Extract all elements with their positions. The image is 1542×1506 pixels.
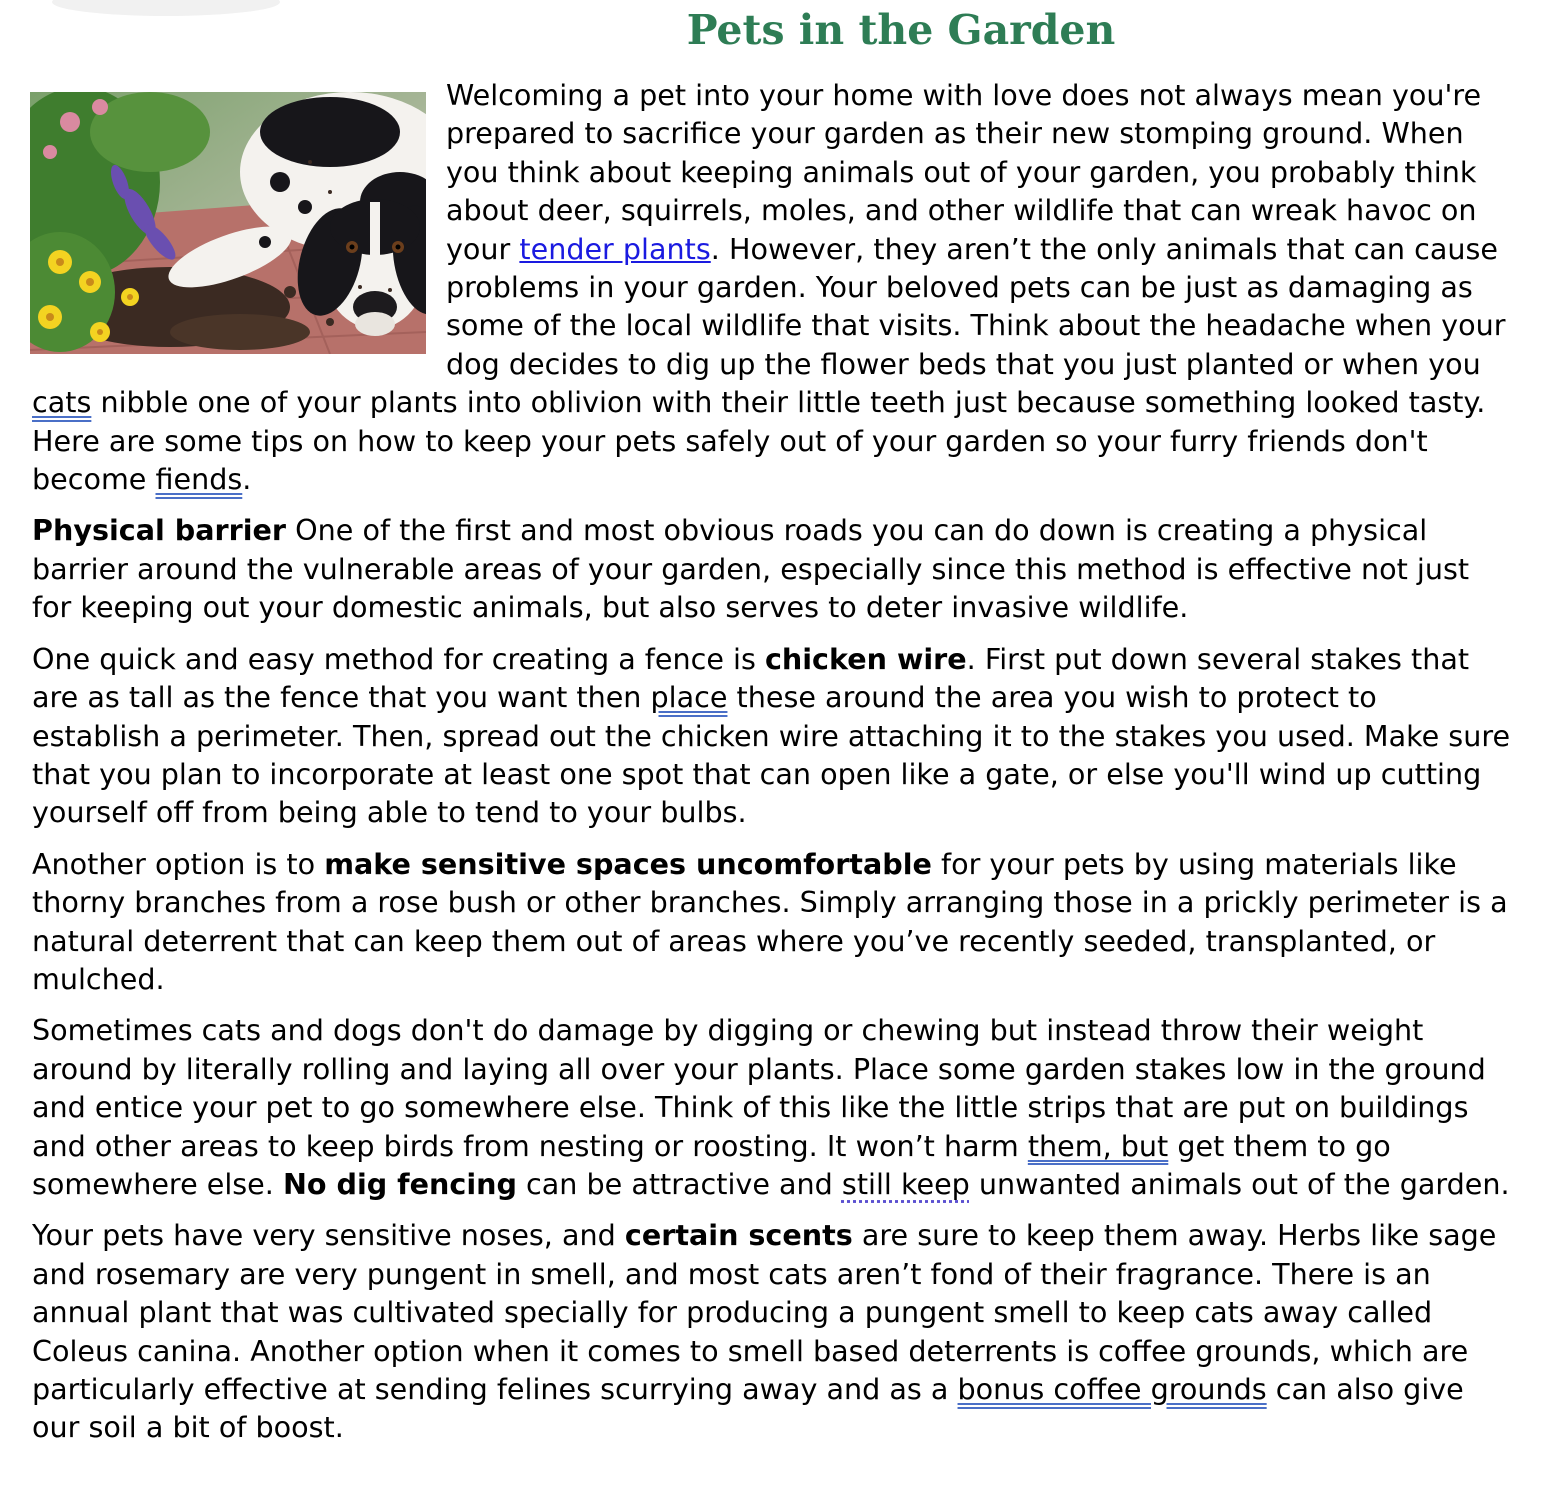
stakes-text-1: Sometimes cats and dogs don't do damage by digging or chewing but instead throw their weight around by literally rolling and laying all over your plants. Place some garden stakes low in the ground and entice your pet to go somewhere else. Think of this like the little strips that are put on buildings and other areas to keep birds from nesting or roosting. It won’t harm: [32, 1013, 1486, 1163]
intro-text-3: nibble one of your plants into oblivion with their little teeth just because something looked tasty. Here are some tips on how to keep your pets safely out of your garden so your furry friends don't become: [32, 385, 1486, 497]
dog-garden-photo: [30, 92, 426, 354]
stakes-text-3: can be attractive and: [516, 1166, 842, 1201]
scents-text-3: can also give our soil a bit of boost.: [32, 1372, 1464, 1445]
chicken-wire-text-3: these around the area you wish to protect to establish a perimeter. Then, spread out the chicken wire attaching it to the stakes you used. Make sure that you plan to incorporate at least one spot that can open like a gate, or else you'll wind up cutting yourself off from being able to tend to your bulbs.: [32, 680, 1511, 830]
stakes-text-4: unwanted animals out of the garden.: [969, 1166, 1510, 1201]
scents-text-2: are sure to keep them away. Herbs like sage and rosemary are very pungent in smell, and most cats aren’t fond of their fragrance. There is an annual plant that was cultivated specially for producing a pungent smell to keep cats away called Coleus canina. Another option when it comes to smell based deterrents is coffee grounds, which are particularly effective at sending felines scurrying away and as a: [32, 1218, 1497, 1406]
tender-plants-link[interactable]: tender plants: [519, 231, 711, 266]
uncomfortable-text-2: for your pets by using materials like thorny branches from a rose bush or other branches. Simply arranging those in a prickly perimeter is a natural deterrent that can keep them out of areas where you’ve recently seeded, transplanted, or mulched.: [32, 846, 1508, 996]
chicken-wire-text-2: . First put down several stakes that are as tall as the fence that you want then: [32, 641, 1470, 715]
physical-barrier-heading: Physical barrier: [32, 513, 287, 548]
scents-text-1: Your pets have very sensitive noses, and: [32, 1218, 625, 1253]
article-body: [32, 76, 1512, 1460]
place-word: place: [650, 680, 728, 715]
intro-text-4: .: [242, 462, 252, 497]
them-but-words: them, but: [1027, 1128, 1169, 1163]
chicken-wire-paragraph: [32, 640, 1512, 832]
intro-paragraph: [32, 76, 1512, 498]
physical-barrier-text: One of the first and most obvious roads you can do down is creating a physical barrier around the vulnerable areas of your garden, especially since this method is effective not just for keeping out your domestic animals, but also serves to deter invasive wildlife.: [32, 513, 1470, 625]
uncomfortable-bold: make sensitive spaces uncomfortable: [324, 846, 932, 881]
uncomfortable-text-1: Another option is to: [32, 846, 325, 881]
uncomfortable-paragraph: [32, 845, 1512, 999]
scents-paragraph: [32, 1216, 1512, 1446]
intro-text-1: Welcoming a pet into your home with love does not always mean you're prepared to sacrifice your garden as their new stomping ground. When you think about keeping animals out of your garden, you probably think about deer, squirrels, moles, and other wildlife that can wreak havoc on your: [446, 78, 1482, 266]
certain-scents-bold: certain scents: [624, 1218, 853, 1253]
cats-word: cats: [32, 385, 92, 420]
stakes-text-2: get them to go somewhere else.: [32, 1128, 1391, 1201]
physical-barrier-paragraph: [32, 511, 1512, 626]
page-title: Pets in the Garden: [686, 6, 1116, 54]
no-dig-fencing-bold: No dig fencing: [282, 1166, 517, 1201]
chicken-wire-text-1: One quick and easy method for creating a fence is: [32, 641, 765, 676]
chicken-wire-bold: chicken wire: [764, 641, 967, 676]
stakes-paragraph: [32, 1011, 1512, 1203]
fiends-word: fiends: [155, 462, 243, 497]
still-keep-words: still keep: [841, 1166, 970, 1201]
bonus-coffee-words: bonus coffee grounds: [957, 1372, 1267, 1406]
intro-text-2: . However, they aren’t the only animals that can cause problems in your garden. Your beloved pets can be just as damaging as some of the local wildlife that visits. Think about the headache when your dog decides to dig up the flower beds that you just planted or when you: [446, 231, 1506, 381]
